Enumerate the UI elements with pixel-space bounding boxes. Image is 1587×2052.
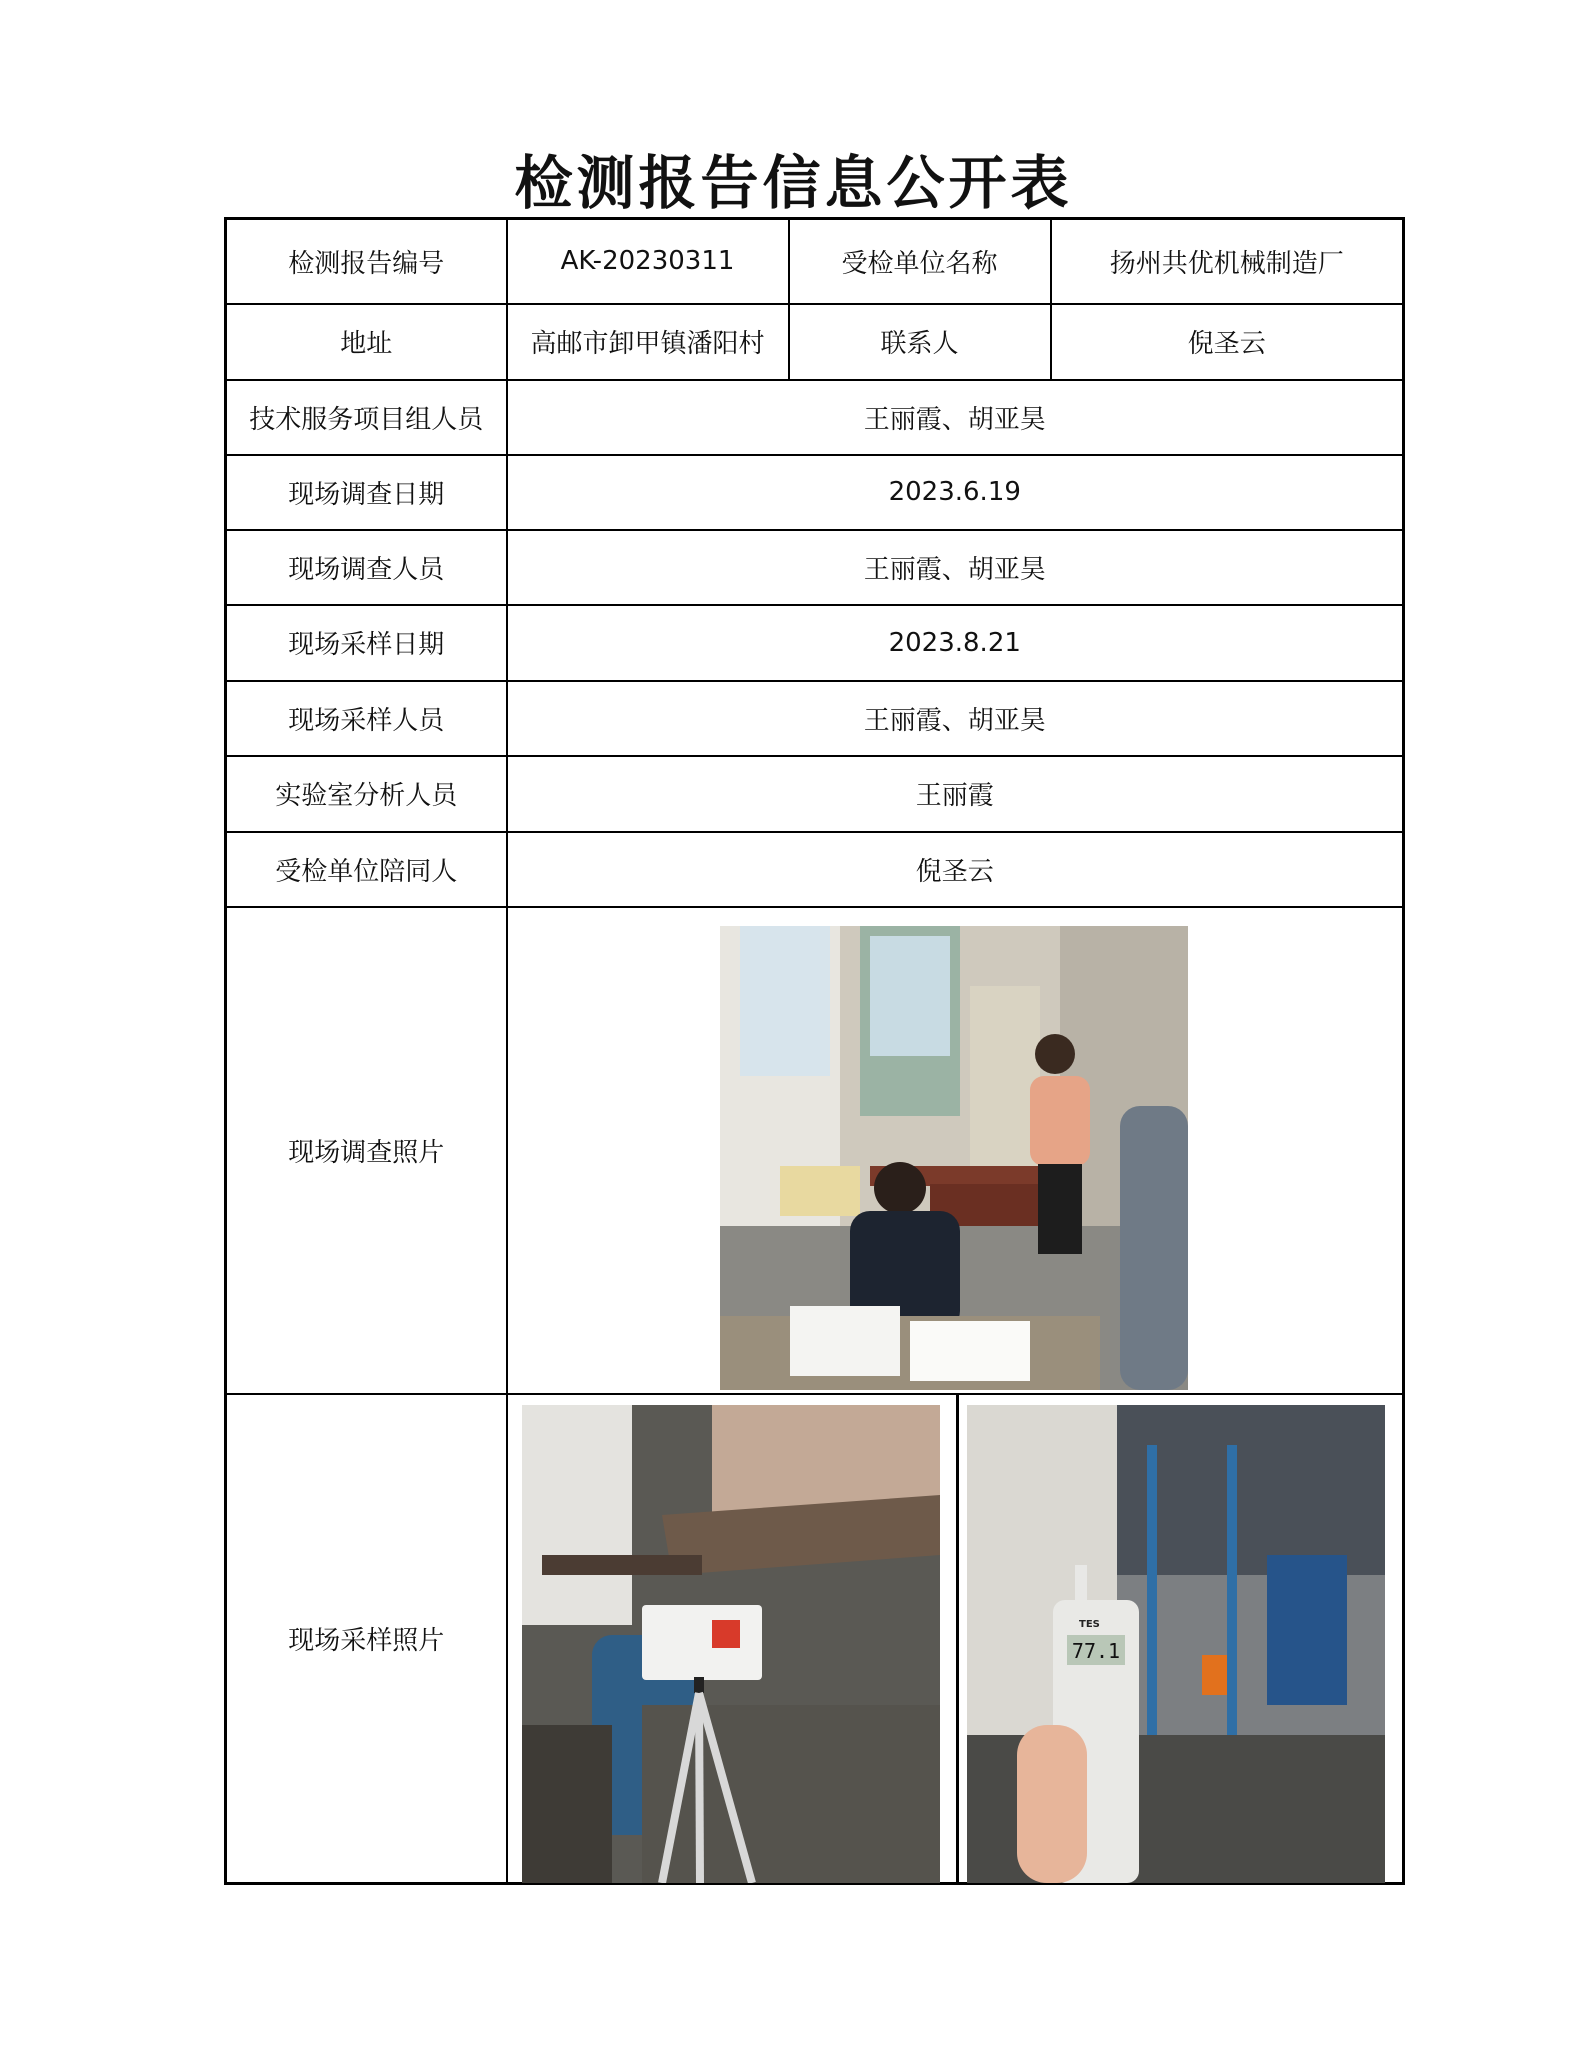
- report-no-value: AK-20230311: [507, 219, 789, 304]
- unit-name-value: 扬州共优机械制造厂: [1051, 219, 1404, 304]
- survey-date-label: 现场调查日期: [226, 455, 507, 530]
- sampling-photo-cell: [507, 1394, 1404, 1884]
- office-scene-image: [720, 926, 1188, 1390]
- report-no-label: 检测报告编号: [226, 219, 507, 304]
- team-value: 王丽霞、胡亚昊: [507, 380, 1404, 455]
- sampling-staff-value: 王丽霞、胡亚昊: [507, 681, 1404, 756]
- team-label: 技术服务项目组人员: [226, 380, 507, 455]
- sampling-photo-label: 现场采样照片: [226, 1394, 507, 1884]
- sampling-date-label: 现场采样日期: [226, 605, 507, 681]
- sampler-tripod-image: [522, 1405, 940, 1883]
- survey-photo: [720, 926, 1188, 1390]
- lab-staff-label: 实验室分析人员: [226, 756, 507, 832]
- survey-staff-label: 现场调查人员: [226, 530, 507, 605]
- survey-photo-label: 现场调查照片: [226, 907, 507, 1394]
- meter-brand: TES: [1078, 1618, 1100, 1630]
- contact-label: 联系人: [789, 304, 1051, 380]
- survey-staff-value: 王丽霞、胡亚昊: [507, 530, 1404, 605]
- report-info-table: [224, 217, 1405, 1885]
- sampling-photo-left: [522, 1405, 940, 1883]
- escort-value: 倪圣云: [507, 832, 1404, 907]
- escort-label: 受检单位陪同人: [226, 832, 507, 907]
- sampling-staff-label: 现场采样人员: [226, 681, 507, 756]
- meter-reading: 77.1: [1071, 1638, 1120, 1663]
- address-label: 地址: [226, 304, 507, 380]
- lab-staff-value: 王丽霞: [507, 756, 1404, 832]
- survey-date-value: 2023.6.19: [507, 455, 1404, 530]
- address-value: 高邮市卸甲镇潘阳村: [507, 304, 789, 380]
- sampling-date-value: 2023.8.21: [507, 605, 1404, 681]
- sampling-photo-right: [967, 1405, 1385, 1883]
- contact-value: 倪圣云: [1051, 304, 1404, 380]
- sound-meter-image: [967, 1405, 1385, 1883]
- survey-photo-cell: [507, 907, 1404, 1394]
- page-title: 检测报告信息公开表: [514, 149, 1073, 217]
- unit-name-label: 受检单位名称: [789, 219, 1051, 304]
- photo-divider: [956, 1395, 959, 1883]
